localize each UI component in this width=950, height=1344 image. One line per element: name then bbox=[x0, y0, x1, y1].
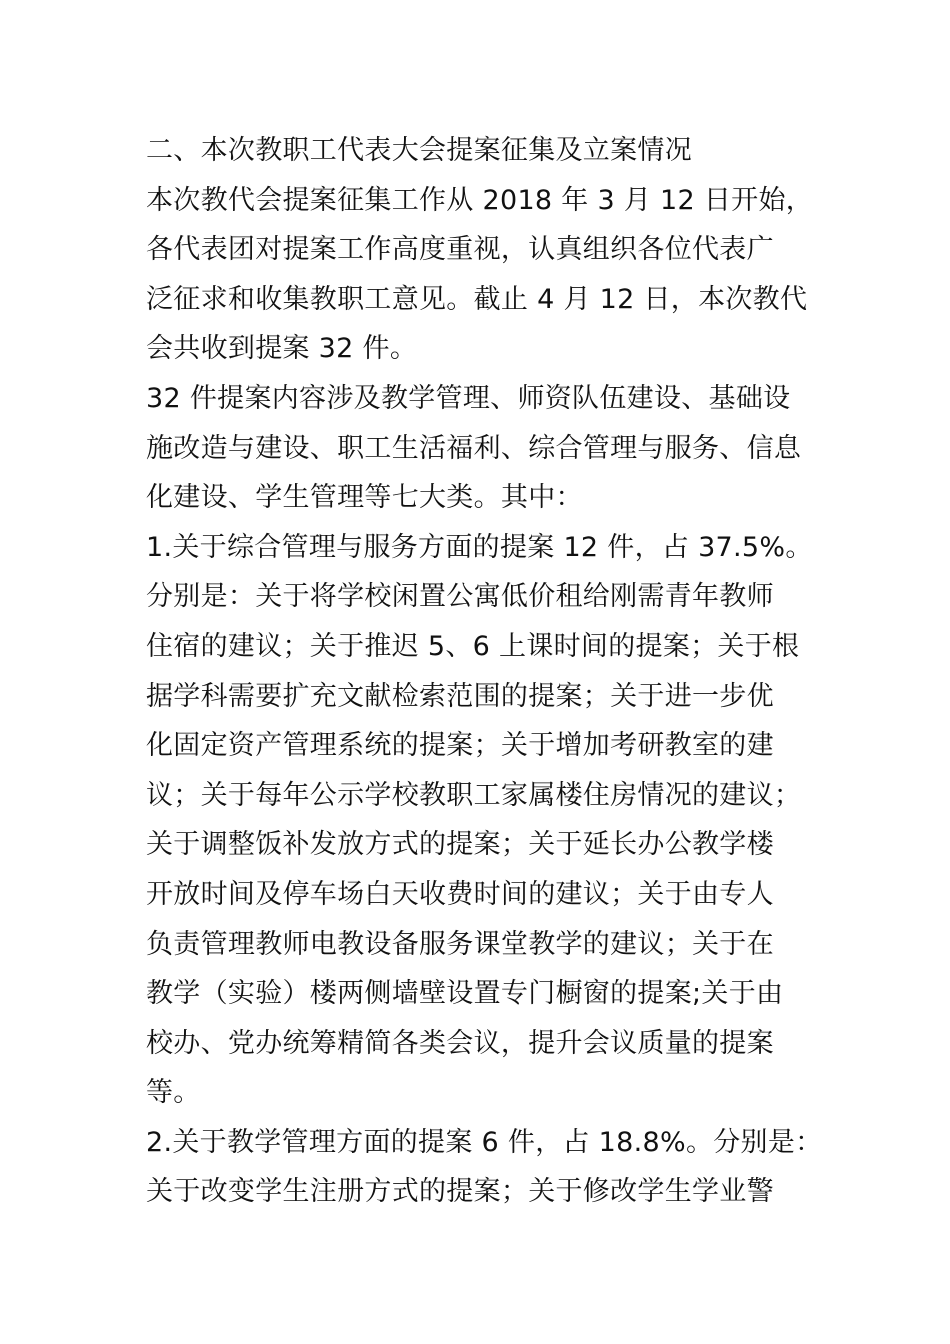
section-heading: 二、本次教职工代表大会提案征集及立案情况 bbox=[146, 135, 692, 166]
paragraph-line: 等。 bbox=[146, 1077, 201, 1109]
paragraph-line: 教学（实验）楼两侧墙壁设置专门橱窗的提案;关于由 bbox=[146, 978, 784, 1010]
list-item-heading: 1.关于综合管理与服务方面的提案 12 件，占 37.5%。 bbox=[146, 531, 813, 563]
paragraph-line: 开放时间及停车场白天收费时间的建议；关于由专人 bbox=[146, 878, 774, 910]
paragraph-line: 据学科需要扩充文献检索范围的提案；关于进一步优 bbox=[146, 680, 774, 712]
paragraph-line: 泛征求和收集教职工意见。截止 4 月 12 日，本次教代 bbox=[146, 283, 808, 315]
paragraph-line: 议；关于每年公示学校教职工家属楼住房情况的建议； bbox=[146, 779, 802, 811]
paragraph-line: 会共收到提案 32 件。 bbox=[146, 333, 418, 365]
paragraph-line: 本次教代会提案征集工作从 2018 年 3 月 12 日开始， bbox=[146, 184, 814, 216]
paragraph-line: 各代表团对提案工作高度重视，认真组织各位代表广 bbox=[146, 234, 774, 266]
paragraph-line: 分别是：关于将学校闲置公寓低价租给刚需青年教师 bbox=[146, 581, 774, 613]
paragraph-line: 校办、党办统筹精简各类会议，提升会议质量的提案 bbox=[146, 1027, 774, 1059]
paragraph-line: 负责管理教师电教设备服务课堂教学的建议；关于在 bbox=[146, 928, 774, 960]
list-item-heading: 2.关于教学管理方面的提案 6 件，占 18.8%。分别是： bbox=[146, 1126, 823, 1158]
paragraph-line: 关于调整饭补发放方式的提案；关于延长办公教学楼 bbox=[146, 829, 774, 861]
paragraph-line: 关于改变学生注册方式的提案；关于修改学生学业警 bbox=[146, 1176, 774, 1208]
document-body bbox=[146, 126, 826, 1217]
paragraph-line: 化固定资产管理系统的提案；关于增加考研教室的建 bbox=[146, 730, 774, 762]
paragraph-line: 住宿的建议；关于推迟 5、6 上课时间的提案；关于根 bbox=[146, 630, 800, 662]
paragraph-line: 化建设、学生管理等七大类。其中： bbox=[146, 482, 583, 514]
paragraph-line: 32 件提案内容涉及教学管理、师资队伍建设、基础设 bbox=[146, 382, 791, 414]
paragraph-line: 施改造与建设、职工生活福利、综合管理与服务、信息 bbox=[146, 432, 802, 464]
